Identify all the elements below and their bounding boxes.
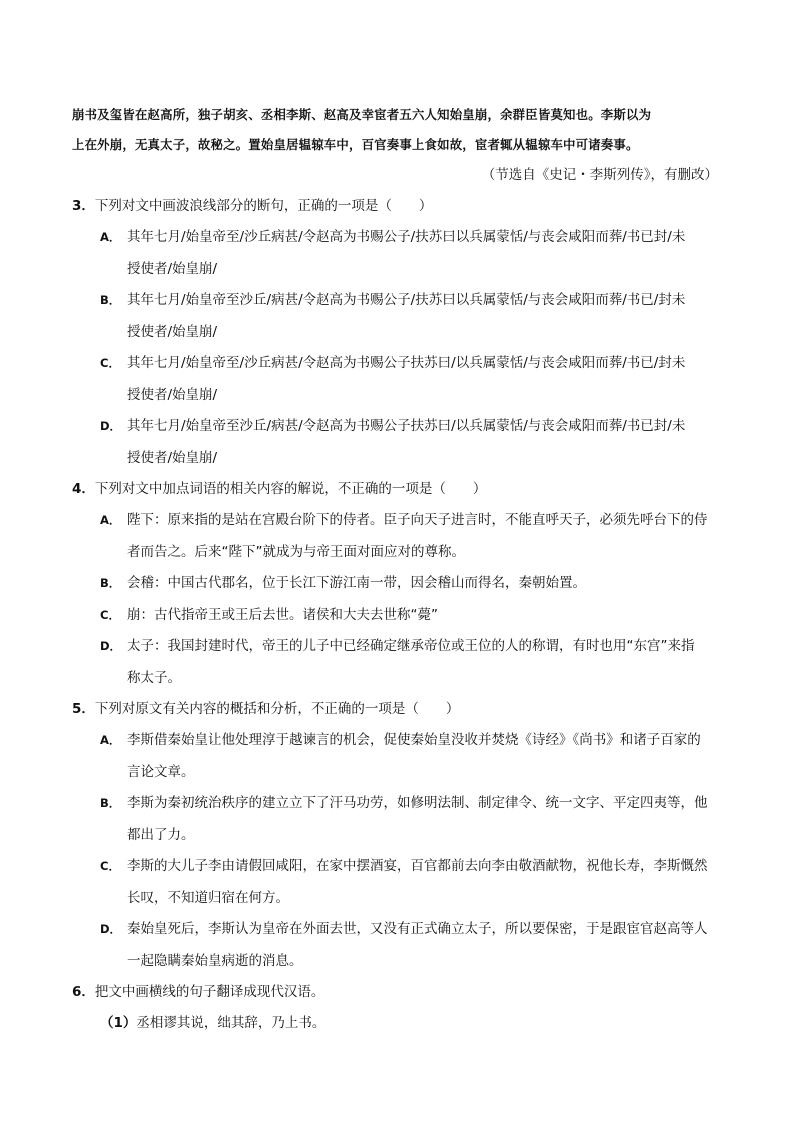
option-text: 言论文章。 [127, 763, 195, 780]
option-letter: A． [100, 230, 121, 244]
option-letter: A． [100, 513, 121, 527]
question-text: 下列对原文有关内容的概括和分析，不正确的一项是（ ） [94, 701, 460, 717]
question-3-option-c[interactable] [72, 348, 732, 411]
option-letter: D． [100, 639, 122, 653]
option-text: 者而告之。后来“陛下”就成为与帝王面对面应对的尊称。 [127, 543, 465, 560]
option-text: 秦始皇死后，李斯认为皇帝在外面去世，又没有正式确立太子，所以要保密，于是跟宦官赵高等人 [127, 921, 708, 937]
passage-line: 上在外崩，无真太子，故秘之。置始皇居辒辌车中，百官奏事上食如故，宦者辄从辒辌车中可诸奏事。 [72, 137, 639, 152]
passage-line: 崩书及玺皆在赵高所，独子胡亥、丞相李斯、赵高及幸宦者五六人知始皇崩，余群臣皆莫知也。李斯以为 [72, 107, 652, 122]
question-3-option-a[interactable] [72, 222, 732, 285]
question-5-option-d[interactable] [72, 914, 732, 977]
question-5-option-b[interactable] [72, 788, 732, 851]
question-5-option-c[interactable] [72, 851, 732, 914]
option-text: 授使者/始皇崩/ [127, 260, 218, 277]
question-3-option-d[interactable] [72, 411, 732, 474]
option-text: 李斯的大儿子李由请假回咸阳，在家中摆酒宴，百官都前去向李由敬酒献物，祝他长寿，李斯慨然 [127, 858, 708, 874]
option-text: 一起隐瞒秦始皇病逝的消息。 [127, 952, 303, 969]
option-text: 称太子。 [127, 669, 181, 686]
option-text: 其年七月/始皇帝至沙丘/病甚/令赵高为书赐公子/扶苏曰以兵属蒙恬/与丧会咸阳而葬/书已/封未 [127, 292, 686, 308]
question-list [72, 191, 732, 1039]
option-text: 李斯借秦始皇让他处理淳于越谏言的机会，促使秦始皇没收并焚烧《诗经》《尚书》和诸子百家的 [127, 732, 701, 748]
question-number: 4． [72, 481, 95, 497]
option-text: 其年七月/始皇帝至/沙丘病甚/令赵高为书赐公子/扶苏曰以兵属蒙恬/与丧会咸阳而葬/书已封/未 [127, 229, 686, 245]
question-number: 6． [72, 984, 95, 1000]
option-text: 其年七月/始皇帝至沙丘/病甚/令赵高为书赐公子扶苏曰/以兵属蒙恬/与丧会咸阳而葬/书已封/未 [127, 418, 686, 434]
option-text: 崩：古代指帝王或王后去世。诸侯和大夫去世称“薨” [127, 606, 438, 623]
option-letter: C． [100, 607, 120, 622]
option-letter: D． [100, 419, 122, 433]
option-text: 太子：我国封建时代，帝王的儿子中已经确定继承帝位或王位的人的称谓，有时也用“东宫”来指 [127, 638, 695, 654]
question-4-stem [72, 474, 732, 505]
option-text: 陛下：原来指的是站在宫殿台阶下的侍者。臣子向天子进言时，不能直呼天子，必须先呼台下的侍 [127, 512, 708, 528]
subitem-text: 丞相谬其说，绌其辞，乃上书。 [136, 1015, 326, 1031]
option-text: 会稽：中国古代郡名，位于长江下游江南一带，因会稽山而得名，秦朝始置。 [127, 575, 586, 591]
question-5-stem [72, 694, 732, 725]
question-6-subitem-1 [72, 1008, 732, 1039]
question-number: 3． [72, 198, 95, 214]
subitem-number: （1） [100, 1015, 137, 1031]
option-text: 授使者/始皇崩/ [127, 323, 218, 340]
question-3-option-b[interactable] [72, 285, 732, 348]
option-letter: A． [100, 733, 121, 747]
question-4-option-a[interactable] [72, 505, 732, 568]
question-text: 把文中画横线的句子翻译成现代汉语。 [94, 984, 325, 1000]
source-citation: （节选自《史记・李斯列传》，有删改） [481, 167, 718, 183]
option-text: 李斯为秦初统治秩序的建立立下了汗马功劳，如修明法制、制定律令、统一文字、平定四夷等，他 [127, 795, 708, 811]
option-text: 其年七月/始皇帝至/沙丘病甚/令赵高为书赐公子扶苏曰/以兵属蒙恬/与丧会咸阳而葬/书已/封未 [127, 355, 686, 371]
question-3-stem [72, 191, 732, 222]
question-4-option-c[interactable] [72, 600, 732, 632]
option-text: 都出了力。 [127, 826, 195, 843]
option-letter: C． [100, 356, 120, 370]
option-letter: B． [100, 796, 121, 810]
question-number: 5． [72, 701, 95, 717]
option-letter: D． [100, 922, 122, 936]
question-4-option-d[interactable] [72, 631, 732, 694]
option-text: 长叹，不知道归宿在何方。 [127, 889, 289, 906]
option-text: 授使者/始皇崩/ [127, 386, 218, 403]
option-text: 授使者/始皇崩/ [127, 449, 218, 466]
question-text: 下列对文中加点词语的相关内容的解说，不正确的一项是（ ） [94, 481, 487, 497]
question-5-option-a[interactable] [72, 725, 732, 788]
question-text: 下列对文中画波浪线部分的断句，正确的一项是（ ） [94, 198, 433, 214]
option-letter: B． [100, 576, 121, 590]
question-4-option-b[interactable] [72, 568, 732, 600]
question-6-stem [72, 977, 732, 1008]
passage-excerpt [72, 100, 722, 160]
option-letter: B． [100, 293, 121, 307]
option-letter: C． [100, 859, 120, 873]
